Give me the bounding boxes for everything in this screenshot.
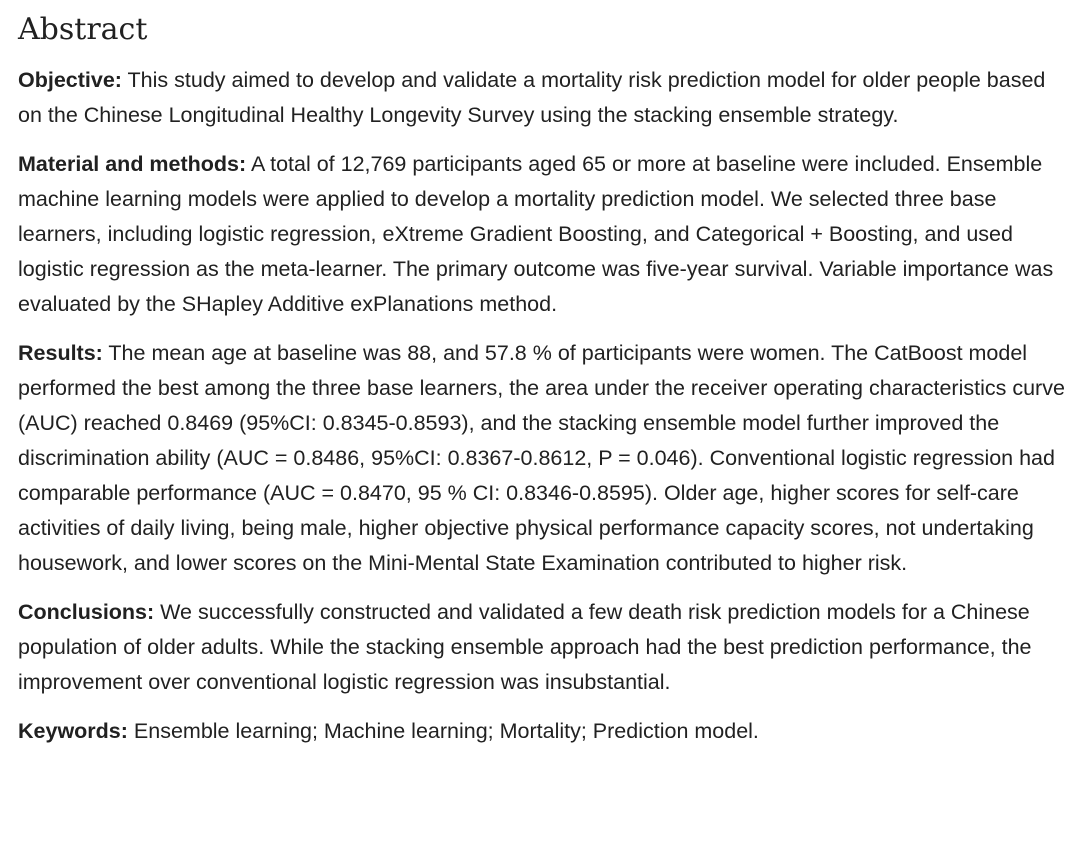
methods-label: Material and methods: (18, 152, 247, 176)
conclusions-label: Conclusions: (18, 600, 155, 624)
conclusions-text: We successfully constructed and validated a few death risk prediction models for a Chinese population of older adults. While the stacking ensemble approach had the best prediction performance, the improvement over conventional logistic regression was insubstantial. (18, 600, 1032, 694)
abstract (18, 0, 1074, 749)
objective-text: This study aimed to develop and validate a mortality risk prediction model for older people based on the Chinese Longitudinal Healthy Longevity Survey using the stacking ensemble strategy. (18, 68, 1046, 127)
keywords-section (18, 714, 1074, 749)
keywords-label: Keywords: (18, 719, 128, 743)
methods-section (18, 147, 1074, 322)
keywords-text: Ensemble learning; Machine learning; Mortality; Prediction model. (133, 719, 759, 743)
objective-section (18, 63, 1074, 133)
conclusions-section (18, 595, 1074, 700)
results-label: Results: (18, 341, 103, 365)
methods-text: A total of 12,769 participants aged 65 or more at baseline were included. Ensemble machine learning models were applied to develop a mortality prediction model. We selected three base learners, including logistic regression, eXtreme Gradient Boosting, and Categorical + Boosting, and used logistic regression as the meta-learner. The primary outcome was five-year survival. Variable importance was evaluated by the SHapley Additive exPlanations method. (18, 152, 1054, 316)
results-section (18, 336, 1074, 581)
objective-label: Objective: (18, 68, 122, 92)
abstract-heading: Abstract (18, 12, 148, 47)
results-text: The mean age at baseline was 88, and 57.8 % of participants were women. The CatBoost model performed the best among the three base learners, the area under the receiver operating characteristics curve (AUC) reached 0.8469 (95%CI: 0.8345-0.8593), and the stacking ensemble model further improved the discrimination ability (AUC = 0.8486, 95%CI: 0.8367-0.8612, P = 0.046). Conventional logistic regression had comparable performance (AUC = 0.8470, 95 % CI: 0.8346-0.8595). Older age, higher scores for self-care activities of daily living, being male, higher objective physical performance capacity scores, not undertaking housework, and lower scores on the Mini-Mental State Examination contributed to higher risk. (18, 341, 1065, 575)
